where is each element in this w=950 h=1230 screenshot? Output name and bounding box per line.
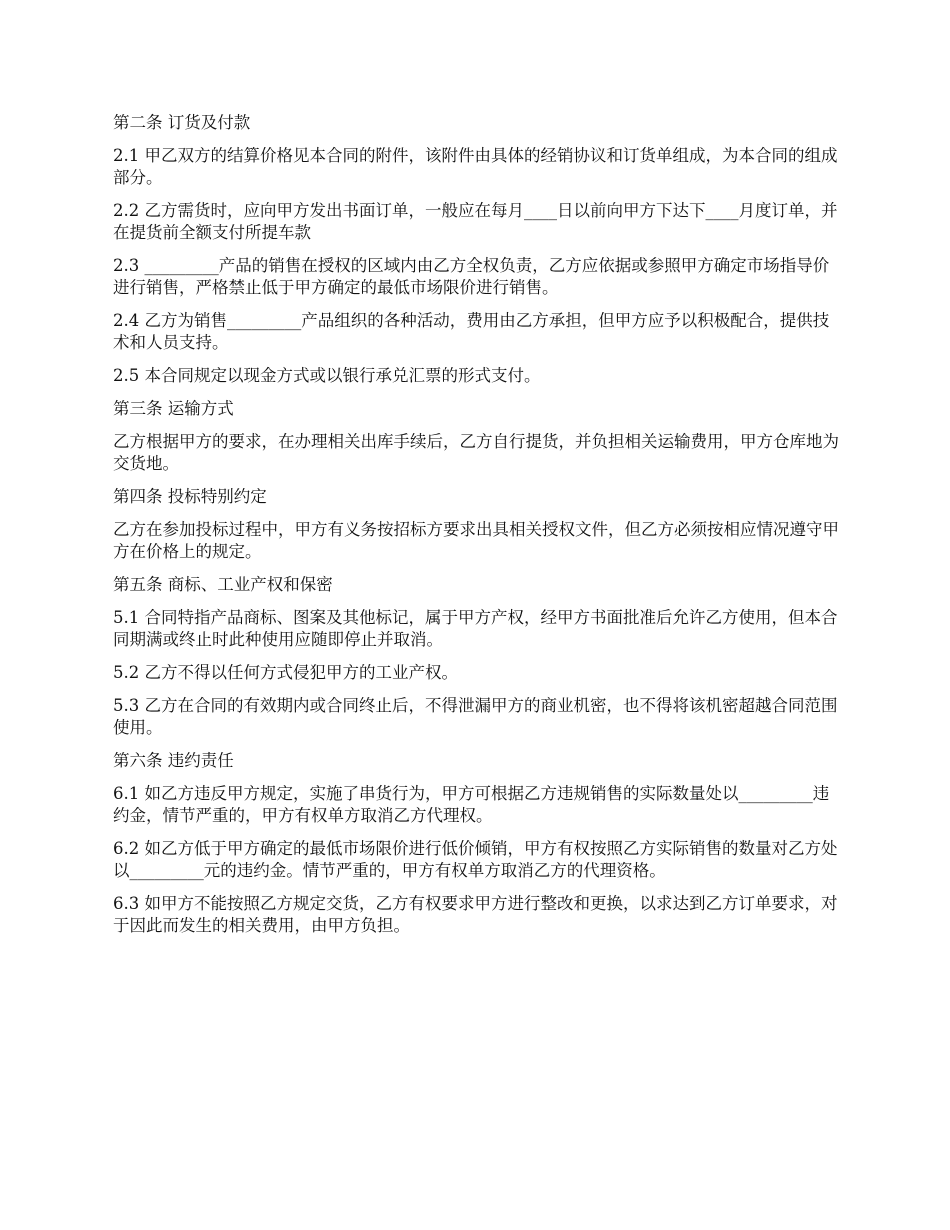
clause-5-1: 5.1 合同特指产品商标、图案及其他标记，属于甲方产权，经甲方书面批准后允许乙方使用，但本合同期满或终止时此种使用应随即停止并取消。 (113, 608, 838, 649)
section-heading-4: 第四条 投标特别约定 (113, 487, 267, 506)
section-heading-5: 第五条 商标、工业产权和保密 (113, 575, 333, 594)
clause-3-body: 乙方根据甲方的要求，在办理相关出库手续后，乙方自行提货，并负担相关运输费用，甲方仓库地为交货地。 (113, 432, 839, 473)
section-heading-3: 第三条 运输方式 (113, 399, 234, 418)
clause-2-1: 2.1 甲乙双方的结算价格见本合同的附件，该附件由具体的经销协议和订货单组成，为本合同的组成部分。 (113, 146, 838, 187)
section-heading-6: 第六条 违约责任 (113, 751, 234, 770)
clause-2-4: 2.4 乙方为销售_________产品组织的各种活动，费用由乙方承担，但甲方应予以积极配合，提供技术和人员支持。 (113, 311, 830, 352)
clause-6-2: 6.2 如乙方低于甲方确定的最低市场限价进行低价倾销，甲方有权按照乙方实际销售的数量对乙方处以_________元的违约金。情节严重的，甲方有权单方取消乙方的代理资格。 (113, 839, 838, 880)
clause-4-body: 乙方在参加投标过程中，甲方有义务按招标方要求出具相关授权文件，但乙方必须按相应情况遵守甲方在价格上的规定。 (113, 520, 839, 561)
document-body (113, 112, 843, 948)
clause-2-3: 2.3 _________产品的销售在授权的区域内由乙方全权负责，乙方应依据或参照甲方确定市场指导价进行销售，严格禁止低于甲方确定的最低市场限价进行销售。 (113, 256, 830, 297)
section-heading-2: 第二条 订货及付款 (113, 113, 251, 132)
clause-5-3: 5.3 乙方在合同的有效期内或合同终止后，不得泄漏甲方的商业机密，也不得将该机密超越合同范围使用。 (113, 696, 838, 737)
clause-6-3: 6.3 如甲方不能按照乙方规定交货，乙方有权要求甲方进行整改和更换，以求达到乙方订单要求，对于因此而发生的相关费用，由甲方负担。 (113, 894, 838, 935)
clause-2-2: 2.2 乙方需货时，应向甲方发出书面订单，一般应在每月____日以前向甲方下达下____月度订单，并在提货前全额支付所提车款 (113, 201, 838, 242)
clause-6-1: 6.1 如乙方违反甲方规定，实施了串货行为，甲方可根据乙方违规销售的实际数量处以_________违约金，情节严重的，甲方有权单方取消乙方代理权。 (113, 784, 830, 825)
clause-5-2: 5.2 乙方不得以任何方式侵犯甲方的工业产权。 (113, 663, 458, 682)
clause-2-5: 2.5 本合同规定以现金方式或以银行承兑汇票的形式支付。 (113, 366, 541, 385)
